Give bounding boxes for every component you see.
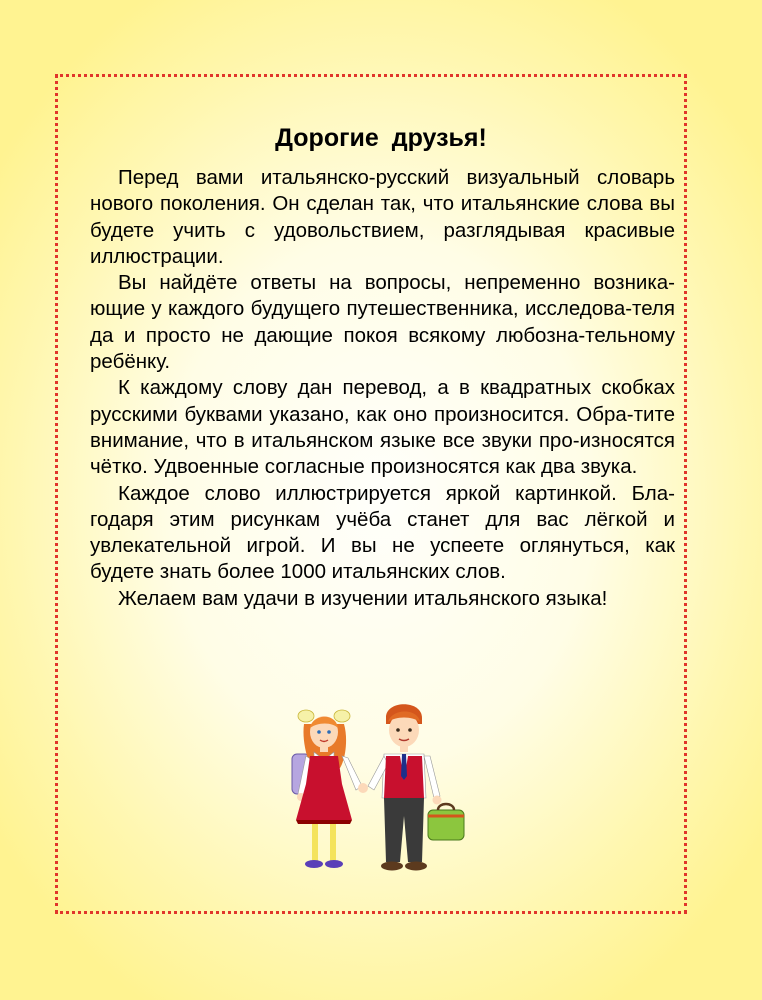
girl-figure (292, 710, 362, 868)
boy-figure (368, 704, 464, 870)
paragraph-1: Перед вами итальянско-русский визуальный словарь нового поколения. Он сделан так, что итальянские слова вы будете учить с удовольствием, разглядывая красивые иллюстрации. (90, 166, 675, 268)
paragraph-5: Желаем вам удачи в изучении итальянского языка! (118, 586, 608, 610)
paragraph-2: Вы найдёте ответы на вопросы, непременно возника-ющие у каждого будущего путешественника, исследова-теля да и просто не дающие покоя всякому любозна-тельному ребёнку. (90, 271, 675, 374)
children-illustration (276, 698, 476, 898)
page-title: Дорогие друзья! (275, 124, 487, 152)
paragraph-3: К каждому слову дан перевод, а в квадратных скобках русскими буквами указано, как оно произносится. Обра-тите внимание, что в итальянском языке все звуки про-износятся чётко. Удвоенные согласные произносятся как два звука. (90, 376, 675, 479)
paragraph-4: Каждое слово иллюстрируется яркой картинкой. Бла-годаря этим рисункам учёба станет для вас лёгкой и увлекательной игрой. И вы не успеете оглянуться, как будете знать более 1000 итальянских слов. (90, 481, 675, 584)
intro-text (90, 165, 675, 612)
